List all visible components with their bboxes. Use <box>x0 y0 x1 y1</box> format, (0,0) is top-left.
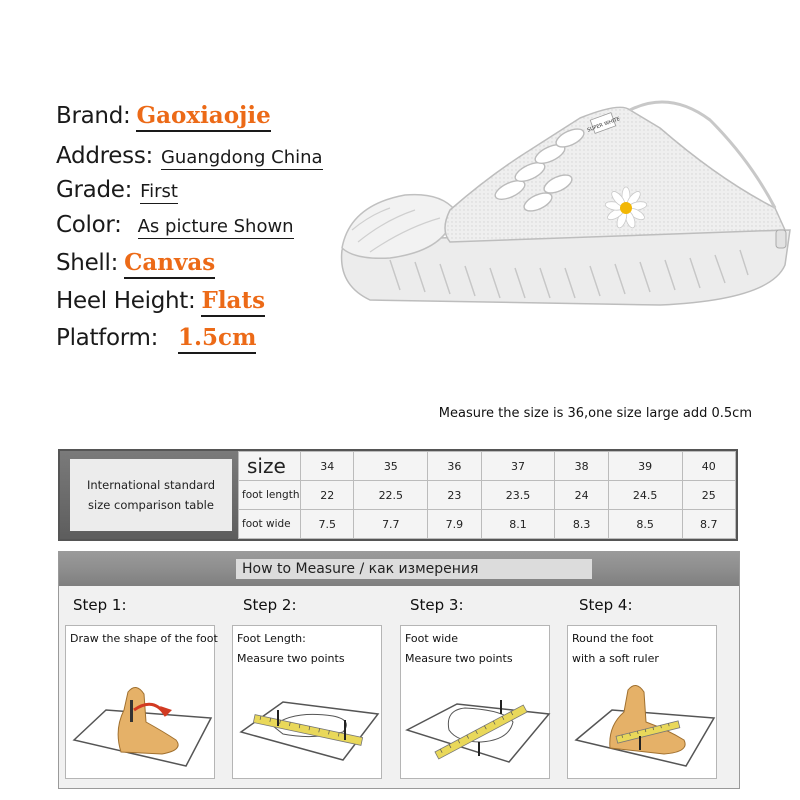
table-row <box>239 510 736 539</box>
table-row <box>239 481 736 510</box>
table-cell: 24 <box>555 481 608 510</box>
size-table-title-panel <box>60 451 238 539</box>
step-4-text-line2: with a soft ruler <box>572 652 659 665</box>
step-3-card <box>400 625 550 779</box>
foot-width-ruler-icon <box>401 670 551 778</box>
heel-value: Flats <box>201 287 265 317</box>
step-4-heading: Step 4: <box>579 596 633 614</box>
shell-label: Shell: <box>56 250 119 276</box>
shoe-image <box>330 80 800 340</box>
step-3-text-line1: Foot wide <box>405 632 459 645</box>
step-4-card <box>567 625 717 779</box>
table-cell: 8.5 <box>608 510 682 539</box>
color-value: As picture Shown <box>137 216 294 237</box>
size-note: Measure the size is 36,one size large add 0.5cm <box>438 406 752 421</box>
table-cell: 36 <box>428 452 481 481</box>
table-cell: 38 <box>555 452 608 481</box>
step-2-text-line2: Measure two points <box>237 652 345 665</box>
spec-address <box>56 145 323 168</box>
grade-label: Grade: <box>56 177 133 203</box>
platform-value: 1.5cm <box>178 324 256 354</box>
foot-length-ruler-icon <box>233 670 383 778</box>
table-cell: 39 <box>608 452 682 481</box>
grade-value: First <box>140 181 178 202</box>
row-header-size: size <box>239 452 301 481</box>
size-comparison-table <box>58 449 738 541</box>
spec-brand <box>56 104 271 128</box>
spec-heel-height <box>56 289 265 313</box>
shell-value: Canvas <box>124 249 215 279</box>
table-cell: 34 <box>301 452 354 481</box>
table-cell: 7.5 <box>301 510 354 539</box>
step-3-text-line2: Measure two points <box>405 652 513 665</box>
how-to-measure-band <box>59 552 739 586</box>
table-cell: 24.5 <box>608 481 682 510</box>
spec-platform <box>56 326 256 350</box>
heel-label: Heel Height: <box>56 288 196 314</box>
spec-shell <box>56 251 215 275</box>
size-table-title-line1: International standard <box>86 478 216 492</box>
table-row <box>239 452 736 481</box>
spec-grade <box>56 179 178 202</box>
color-label: Color: <box>56 212 122 238</box>
table-cell: 40 <box>682 452 735 481</box>
table-cell: 8.7 <box>682 510 735 539</box>
table-cell: 8.3 <box>555 510 608 539</box>
table-cell: 7.7 <box>354 510 428 539</box>
table-cell: 25 <box>682 481 735 510</box>
how-to-measure-title: How to Measure / как измерения <box>236 559 592 579</box>
address-label: Address: <box>56 143 153 169</box>
table-cell: 22.5 <box>354 481 428 510</box>
address-value: Guangdong China <box>160 147 323 168</box>
spec-color <box>56 214 294 237</box>
foot-outline-icon <box>66 670 216 778</box>
step-2-text-line1: Foot Length: <box>237 632 306 645</box>
row-header-foot-length: foot length <box>239 481 301 510</box>
table-cell: 35 <box>354 452 428 481</box>
table-cell: 37 <box>481 452 555 481</box>
brand-label: Brand: <box>56 103 131 129</box>
table-cell: 8.1 <box>481 510 555 539</box>
how-to-measure-section <box>58 551 740 789</box>
foot-circumference-ruler-icon <box>568 670 718 778</box>
table-cell: 22 <box>301 481 354 510</box>
table-cell: 23 <box>428 481 481 510</box>
step-4-text-line1: Round the foot <box>572 632 654 645</box>
row-header-foot-wide: foot wide <box>239 510 301 539</box>
table-cell: 7.9 <box>428 510 481 539</box>
step-1-heading: Step 1: <box>73 596 127 614</box>
step-3-heading: Step 3: <box>410 596 464 614</box>
step-1-card <box>65 625 218 779</box>
step-2-heading: Step 2: <box>243 596 297 614</box>
table-cell: 23.5 <box>481 481 555 510</box>
tongue-label: SUPER WHITE <box>586 116 621 134</box>
size-table-title-line2: size comparison table <box>88 498 214 512</box>
size-grid <box>238 451 736 539</box>
step-1-text: Draw the shape of the foot <box>70 632 218 645</box>
brand-value: Gaoxiaojie <box>136 102 270 132</box>
platform-label: Platform: <box>56 325 159 351</box>
step-2-card <box>232 625 382 779</box>
